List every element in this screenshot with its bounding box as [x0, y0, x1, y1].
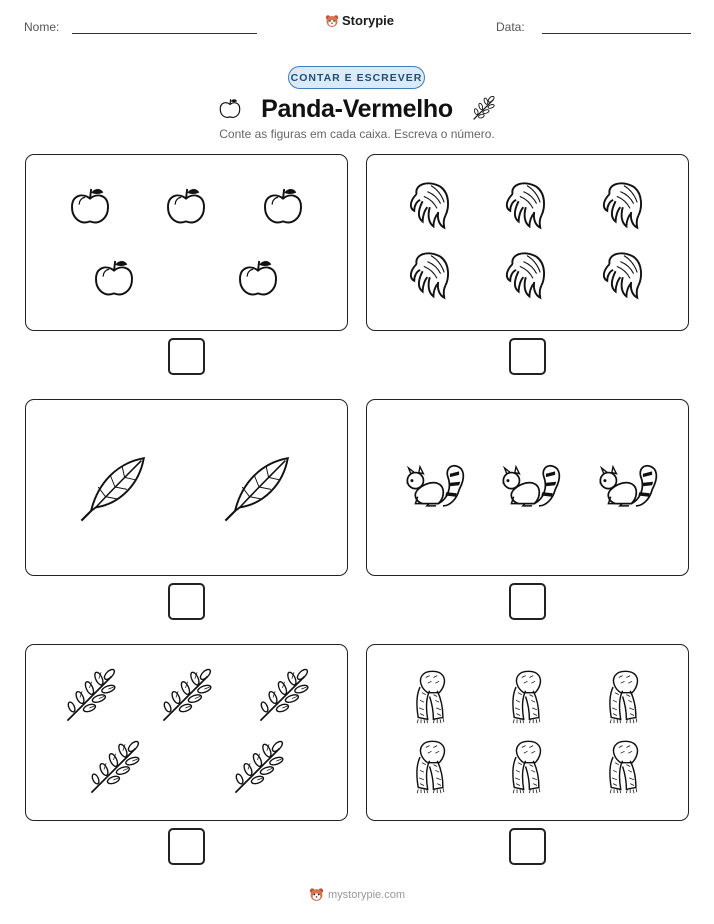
- name-label: Nome:: [24, 20, 60, 34]
- answer-box-3[interactable]: [168, 583, 205, 620]
- answer-box-6[interactable]: [509, 828, 546, 865]
- count-box-3: [25, 399, 348, 576]
- leafy-branch-icon: [471, 96, 497, 122]
- page-title: Panda-Vermelho: [261, 94, 453, 123]
- claw-icon: [491, 240, 563, 312]
- leafy-branch-icon: [252, 666, 315, 729]
- scarf-icon: [596, 738, 653, 795]
- leafy-branch-icon: [155, 666, 218, 729]
- date-line[interactable]: [542, 33, 691, 34]
- brand-logo: [325, 13, 394, 28]
- leafy-branch-icon: [83, 738, 146, 801]
- answer-box-2[interactable]: [509, 338, 546, 375]
- leafy-branch-icon: [227, 738, 290, 801]
- apple-icon: [78, 243, 150, 315]
- name-line[interactable]: [72, 33, 257, 34]
- date-label: Data:: [496, 20, 525, 34]
- apple-icon: [54, 171, 126, 243]
- squirrel-icon: [590, 453, 659, 522]
- claw-icon: [588, 240, 660, 312]
- instructions: Conte as figuras em cada caixa. Escreva o número.: [219, 127, 495, 141]
- footer: [0, 887, 714, 902]
- panda-logo-icon: [309, 887, 324, 902]
- scarf-icon: [403, 738, 460, 795]
- leafy-branch-icon: [59, 666, 122, 729]
- scarf-icon: [403, 668, 460, 725]
- footer-url: mystorypie.com: [327, 888, 406, 901]
- scarf-icon: [596, 668, 653, 725]
- apple-icon: [247, 171, 319, 243]
- title-row: [0, 92, 714, 126]
- scarf-icon: [499, 668, 556, 725]
- leaf-icon: [223, 451, 295, 523]
- panda-logo-icon: [325, 14, 339, 28]
- apple-icon: [217, 96, 243, 122]
- answer-box-5[interactable]: [168, 828, 205, 865]
- claw-icon: [491, 170, 563, 242]
- scarf-icon: [499, 738, 556, 795]
- brand-name: Storypie: [342, 13, 395, 28]
- answer-box-1[interactable]: [168, 338, 205, 375]
- squirrel-icon: [397, 453, 466, 522]
- leaf-icon: [79, 451, 151, 523]
- squirrel-icon: [493, 453, 562, 522]
- apple-icon: [150, 171, 222, 243]
- answer-box-4[interactable]: [509, 583, 546, 620]
- apple-icon: [222, 243, 294, 315]
- claw-icon: [395, 240, 467, 312]
- claw-icon: [588, 170, 660, 242]
- activity-badge: CONTAR E ESCREVER: [288, 66, 425, 89]
- claw-icon: [395, 170, 467, 242]
